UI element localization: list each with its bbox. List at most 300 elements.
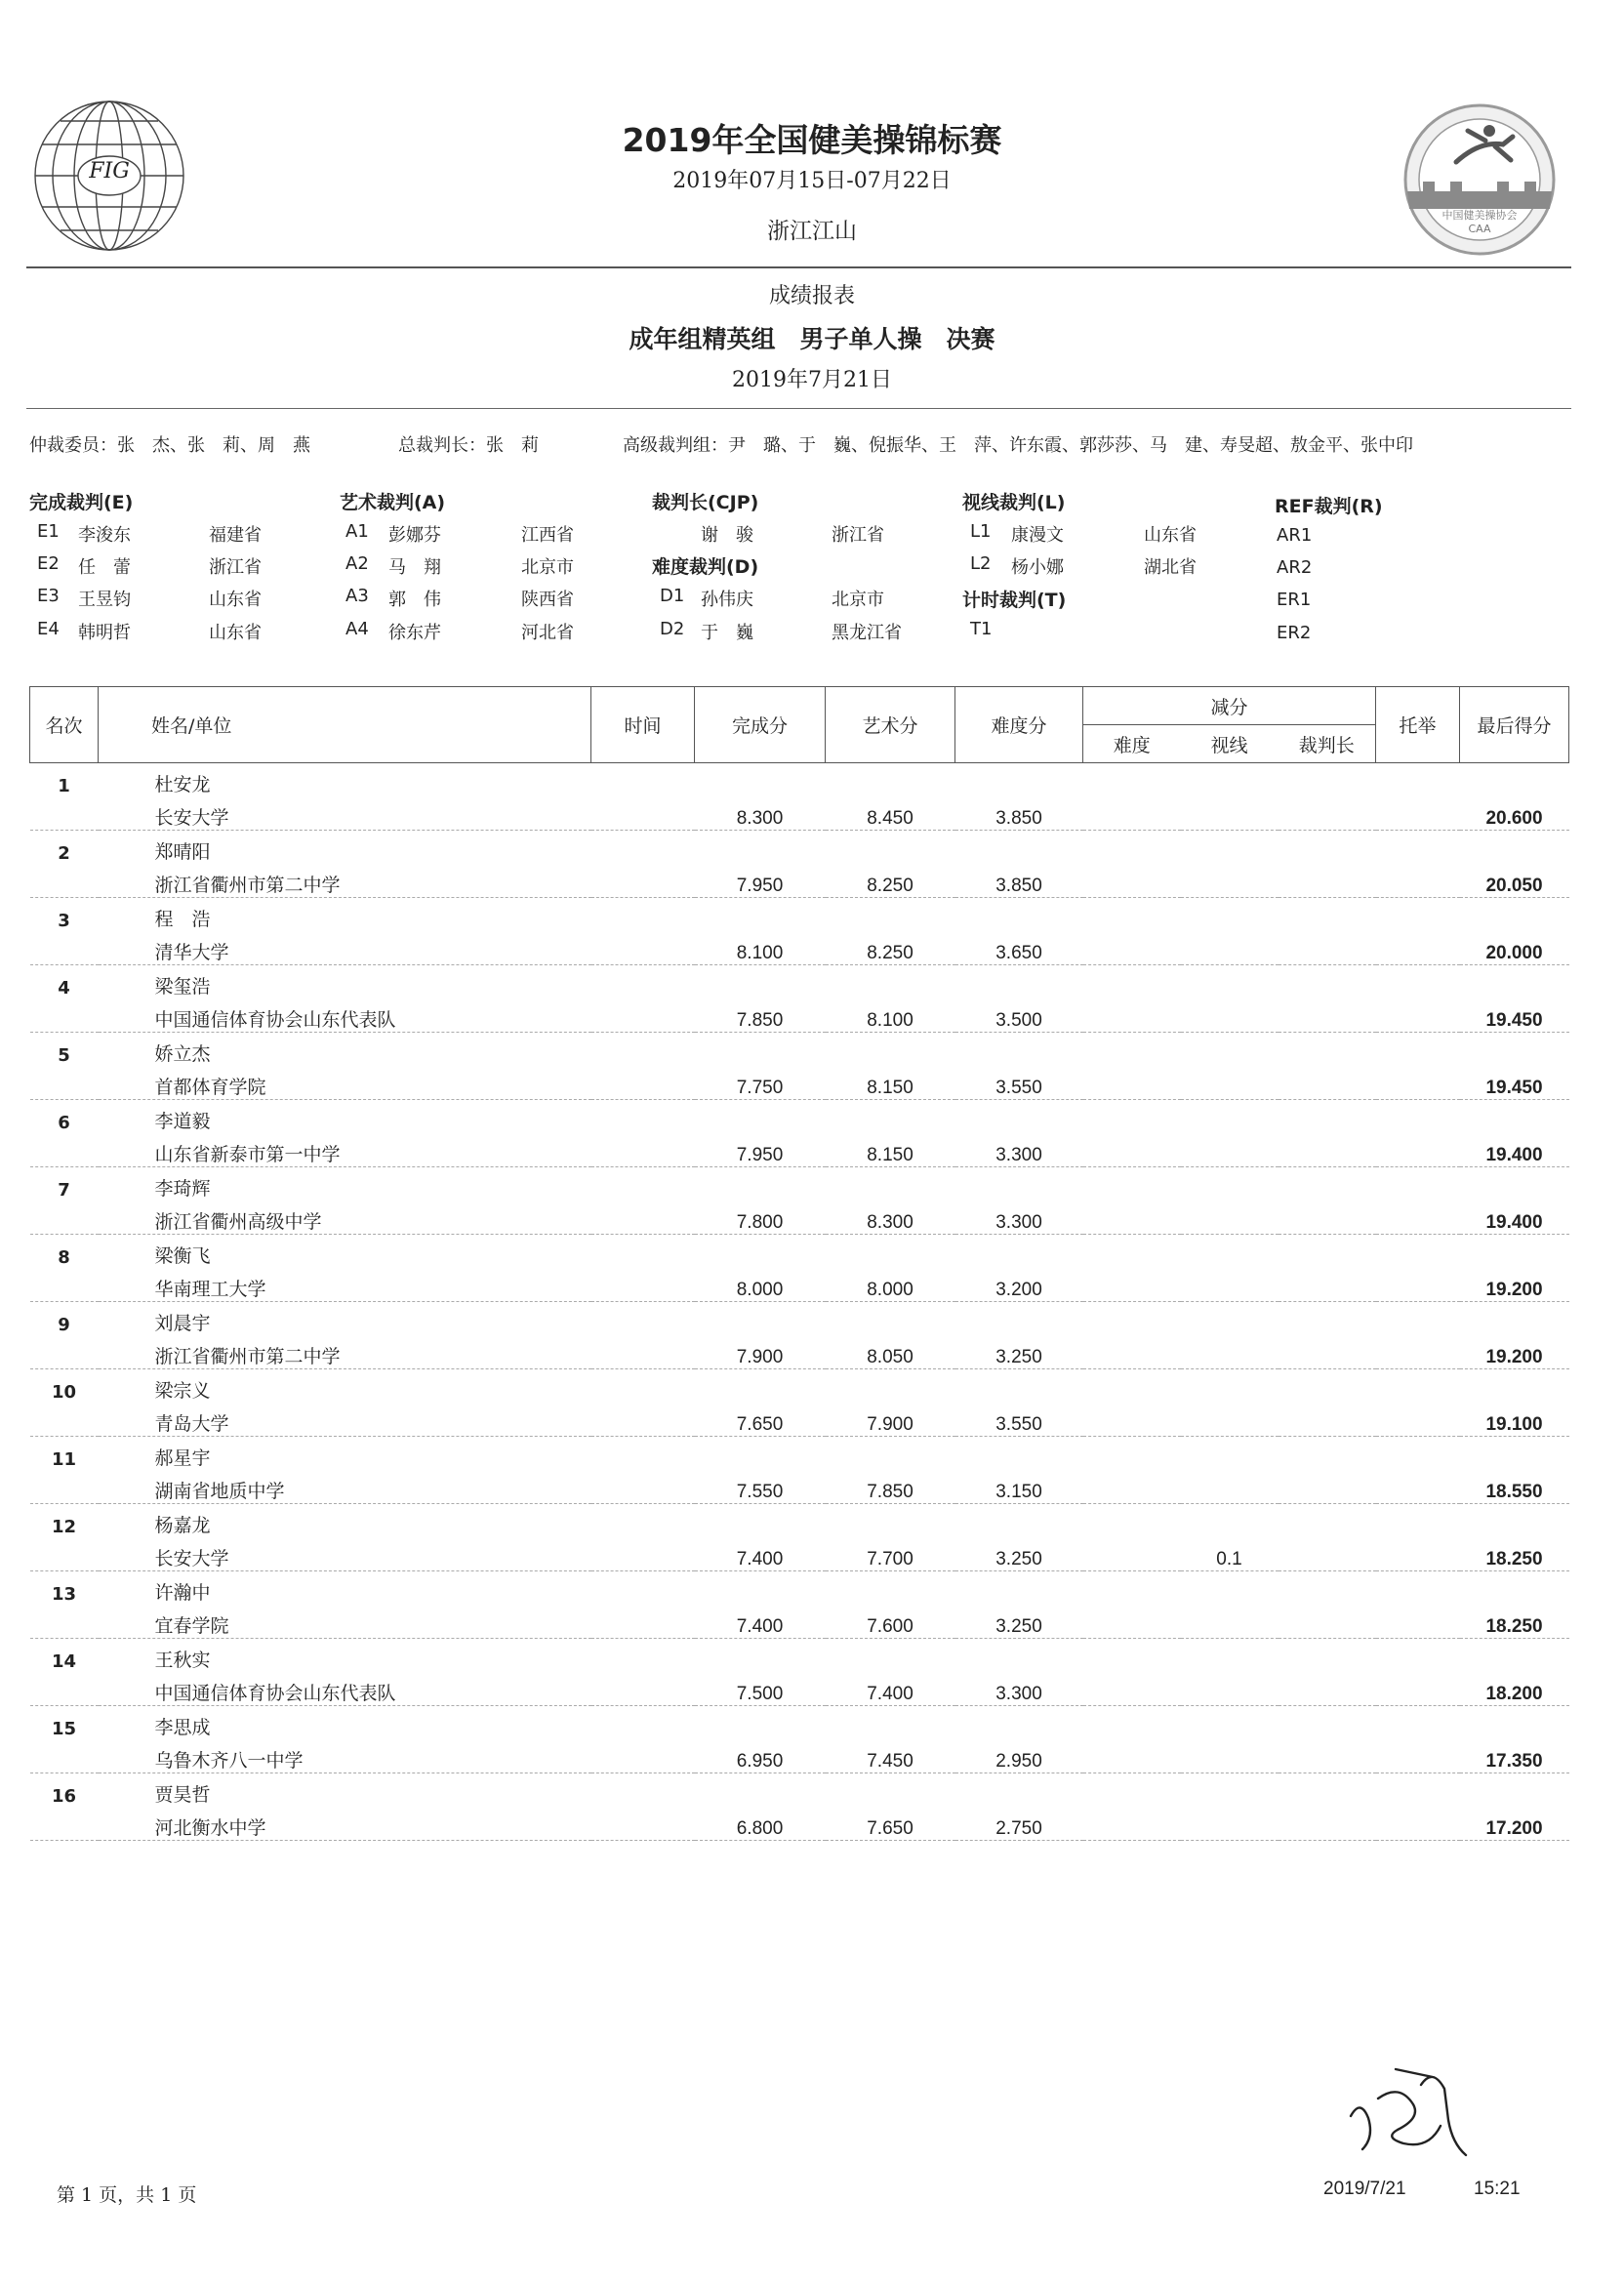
- judge-province: 北京市: [521, 557, 574, 578]
- athlete-unit: 清华大学: [99, 931, 591, 965]
- lift-cell: [1376, 1133, 1460, 1167]
- senior-judges: 高级裁判组：尹 璐、于 巍、倪振华、王 萍、许东霞、郭莎莎、马 建、寿旻超、敖金平、张中印: [623, 435, 1413, 456]
- diff-score: 3.300: [955, 1672, 1083, 1706]
- ded-line-cell: [1181, 1605, 1279, 1639]
- ded-line-cell: [1181, 1739, 1279, 1773]
- athlete-name: 梁衡飞: [154, 1245, 211, 1267]
- page-number: 第 1 页，共 1 页: [57, 2184, 197, 2206]
- judge-province: 浙江省: [209, 557, 262, 578]
- exec-score: 7.550: [695, 1470, 826, 1504]
- ded-diff-cell: [1083, 1066, 1181, 1100]
- result-row-scores: [30, 1133, 1569, 1167]
- art-score: 7.900: [826, 1403, 955, 1437]
- lift-cell: [1376, 864, 1460, 898]
- art-score: 7.450: [826, 1739, 955, 1773]
- time-cell: [591, 1605, 695, 1639]
- col-ded-cjp: 裁判长: [1279, 725, 1376, 763]
- execution-panel-header: 完成裁判(E): [29, 492, 134, 513]
- art-score: 7.850: [826, 1470, 955, 1504]
- rank-cell: 11: [51, 1449, 77, 1470]
- rank-cell: 1: [58, 776, 70, 796]
- art-score: 8.050: [826, 1335, 955, 1369]
- rank-cell: 3: [58, 911, 70, 931]
- print-date: 2019/7/21: [1323, 2179, 1406, 2199]
- judge-code: ER1: [1277, 590, 1312, 610]
- judge-province: 河北省: [521, 623, 574, 643]
- chief-judge: 总裁判长：张 莉: [398, 435, 539, 456]
- ded-cjp-cell: [1279, 931, 1376, 965]
- jury-members: 仲裁委员：张 杰、张 莉、周 燕: [29, 435, 310, 456]
- lift-cell: [1376, 1537, 1460, 1571]
- result-row-scores: [30, 1605, 1569, 1639]
- exec-score: 7.400: [695, 1537, 826, 1571]
- diff-score: 3.250: [955, 1537, 1083, 1571]
- final-score: 19.450: [1460, 998, 1569, 1033]
- judge-province: 山东省: [209, 623, 262, 643]
- report-date: 2019年7月21日: [732, 368, 892, 392]
- time-cell: [591, 1201, 695, 1235]
- ded-diff-cell: [1083, 1268, 1181, 1302]
- judge-province: 山东省: [1144, 525, 1197, 546]
- result-row-name: [30, 898, 1569, 932]
- diff-score: 3.850: [955, 796, 1083, 831]
- athlete-name: 李琦辉: [154, 1178, 211, 1200]
- diff-score: 3.650: [955, 931, 1083, 965]
- judge-code: AR1: [1277, 525, 1313, 546]
- ded-diff-cell: [1083, 796, 1181, 831]
- col-deduct: 减分: [1083, 687, 1376, 725]
- athlete-unit: 长安大学: [99, 1537, 591, 1571]
- judge-name: 杨小娜: [1011, 557, 1064, 578]
- lift-cell: [1376, 1470, 1460, 1504]
- result-row-name: [30, 1504, 1569, 1538]
- exec-score: 7.750: [695, 1066, 826, 1100]
- final-score: 17.200: [1460, 1807, 1569, 1841]
- result-row-scores: [30, 1672, 1569, 1706]
- diff-score: 3.200: [955, 1268, 1083, 1302]
- diff-score: 3.550: [955, 1066, 1083, 1100]
- result-row-name: [30, 763, 1569, 797]
- lift-cell: [1376, 1672, 1460, 1706]
- result-row-scores: [30, 1268, 1569, 1302]
- judge-code: E3: [37, 586, 60, 606]
- ded-diff-cell: [1083, 1133, 1181, 1167]
- ded-diff-cell: [1083, 1201, 1181, 1235]
- rank-cell: 6: [58, 1113, 70, 1133]
- ded-line-cell: [1181, 864, 1279, 898]
- final-score: 18.250: [1460, 1605, 1569, 1639]
- result-row-scores: [30, 998, 1569, 1033]
- col-final: 最后得分: [1460, 687, 1569, 763]
- lift-cell: [1376, 1807, 1460, 1841]
- ded-diff-cell: [1083, 1605, 1181, 1639]
- ded-cjp-cell: [1279, 1537, 1376, 1571]
- athlete-unit: 浙江省衢州市第二中学: [99, 1335, 591, 1369]
- diff-score: 2.950: [955, 1739, 1083, 1773]
- ded-cjp-cell: [1279, 1605, 1376, 1639]
- art-score: 8.250: [826, 931, 955, 965]
- exec-score: 7.400: [695, 1605, 826, 1639]
- exec-score: 7.900: [695, 1335, 826, 1369]
- judge-province: 江西省: [521, 525, 574, 546]
- ded-line-cell: 0.1: [1181, 1537, 1279, 1571]
- rank-cell: 5: [58, 1045, 70, 1066]
- result-row-name: [30, 1033, 1569, 1067]
- judge-province: 陕西省: [521, 590, 574, 610]
- rank-cell: 13: [51, 1584, 77, 1605]
- athlete-name: 刘晨宇: [154, 1313, 211, 1334]
- lift-cell: [1376, 1605, 1460, 1639]
- artistic-panel-header: 艺术裁判(A): [340, 492, 446, 513]
- col-exec: 完成分: [695, 687, 826, 763]
- section-divider: [26, 408, 1571, 409]
- caa-logo-text: 中国健美操协会: [1441, 209, 1518, 222]
- ded-cjp-cell: [1279, 1672, 1376, 1706]
- col-diff: 难度分: [955, 687, 1083, 763]
- judge-code: A3: [345, 586, 369, 606]
- athlete-name: 李思成: [154, 1717, 211, 1738]
- ded-line-cell: [1181, 931, 1279, 965]
- time-cell: [591, 864, 695, 898]
- result-row-scores: [30, 1807, 1569, 1841]
- final-score: 19.400: [1460, 1201, 1569, 1235]
- result-row-scores: [30, 1066, 1569, 1100]
- art-score: 8.450: [826, 796, 955, 831]
- judge-code: T1: [970, 619, 993, 639]
- athlete-name: 王秋实: [154, 1650, 211, 1671]
- result-row-name: [30, 1100, 1569, 1134]
- time-cell: [591, 1672, 695, 1706]
- ded-line-cell: [1181, 1335, 1279, 1369]
- final-score: 19.200: [1460, 1335, 1569, 1369]
- art-score: 7.650: [826, 1807, 955, 1841]
- ded-cjp-cell: [1279, 796, 1376, 831]
- exec-score: 6.950: [695, 1739, 826, 1773]
- judge-province: 湖北省: [1144, 557, 1197, 578]
- athlete-name: 程 浩: [154, 909, 211, 930]
- ded-line-cell: [1181, 1201, 1279, 1235]
- judge-code: A1: [345, 521, 369, 542]
- exec-score: 6.800: [695, 1807, 826, 1841]
- print-time: 15:21: [1474, 2179, 1521, 2199]
- art-score: 7.400: [826, 1672, 955, 1706]
- ded-line-cell: [1181, 1066, 1279, 1100]
- art-score: 7.700: [826, 1537, 955, 1571]
- art-score: 7.600: [826, 1605, 955, 1639]
- ded-cjp-cell: [1279, 1268, 1376, 1302]
- athlete-name: 杜安龙: [154, 774, 211, 795]
- rank-cell: 10: [51, 1382, 77, 1403]
- result-row-name: [30, 1706, 1569, 1740]
- athlete-name: 郝星宇: [154, 1447, 211, 1469]
- judge-code: L2: [970, 553, 992, 574]
- time-cell: [591, 1133, 695, 1167]
- judge-name: 谢 骏: [701, 525, 753, 546]
- ded-cjp-cell: [1279, 1335, 1376, 1369]
- result-row-scores: [30, 864, 1569, 898]
- rank-cell: 15: [51, 1719, 77, 1739]
- time-panel-header: 计时裁判(T): [962, 590, 1067, 611]
- judge-name: 韩明哲: [78, 623, 131, 643]
- ded-diff-cell: [1083, 1807, 1181, 1841]
- athlete-name: 李道毅: [154, 1111, 211, 1132]
- ded-line-cell: [1181, 796, 1279, 831]
- time-cell: [591, 998, 695, 1033]
- diff-score: 3.300: [955, 1133, 1083, 1167]
- judge-province: 山东省: [209, 590, 262, 610]
- time-cell: [591, 1470, 695, 1504]
- ded-diff-cell: [1083, 1470, 1181, 1504]
- athlete-unit: 青岛大学: [99, 1403, 591, 1437]
- rank-cell: 9: [58, 1315, 70, 1335]
- signature: [1339, 2048, 1476, 2163]
- exec-score: 7.850: [695, 998, 826, 1033]
- art-score: 8.000: [826, 1268, 955, 1302]
- ded-line-cell: [1181, 998, 1279, 1033]
- athlete-unit: 中国通信体育协会山东代表队: [99, 998, 591, 1033]
- result-row-scores: [30, 1739, 1569, 1773]
- athlete-name: 贾昊哲: [154, 1784, 211, 1806]
- athlete-unit: 乌鲁木齐八一中学: [99, 1739, 591, 1773]
- athlete-unit: 浙江省衢州市第二中学: [99, 864, 591, 898]
- exec-score: 7.950: [695, 1133, 826, 1167]
- final-score: 19.200: [1460, 1268, 1569, 1302]
- ded-cjp-cell: [1279, 1066, 1376, 1100]
- result-row-name: [30, 831, 1569, 865]
- rank-cell: 16: [51, 1786, 77, 1807]
- exec-score: 8.000: [695, 1268, 826, 1302]
- diff-score: 2.750: [955, 1807, 1083, 1841]
- lift-cell: [1376, 931, 1460, 965]
- judge-province: 黑龙江省: [832, 623, 902, 643]
- ded-cjp-cell: [1279, 1739, 1376, 1773]
- result-row-name: [30, 1571, 1569, 1606]
- athlete-unit: 浙江省衢州高级中学: [99, 1201, 591, 1235]
- diff-score: 3.250: [955, 1605, 1083, 1639]
- result-row-scores: [30, 1201, 1569, 1235]
- judge-name: 王昱钧: [78, 590, 131, 610]
- col-art: 艺术分: [826, 687, 955, 763]
- final-score: 19.450: [1460, 1066, 1569, 1100]
- final-score: 19.400: [1460, 1133, 1569, 1167]
- judge-code: D1: [660, 586, 685, 606]
- ded-line-cell: [1181, 1470, 1279, 1504]
- result-row-name: [30, 1302, 1569, 1336]
- judge-name: 任 蕾: [78, 557, 131, 578]
- athlete-name: 许瀚中: [154, 1582, 211, 1604]
- report-category: 成年组精英组 男子单人操 决赛: [629, 325, 995, 353]
- result-row-name: [30, 1639, 1569, 1673]
- line-panel-header: 视线裁判(L): [962, 492, 1066, 513]
- judge-code: E1: [37, 521, 60, 542]
- judge-code: A2: [345, 553, 369, 574]
- event-dates: 2019年07月15日-07月22日: [672, 169, 952, 193]
- time-cell: [591, 796, 695, 831]
- athlete-unit: 宜春学院: [99, 1605, 591, 1639]
- ded-cjp-cell: [1279, 998, 1376, 1033]
- time-cell: [591, 1807, 695, 1841]
- judge-code: ER2: [1277, 623, 1312, 643]
- cjp-panel-header: 裁判长(CJP): [652, 492, 759, 513]
- lift-cell: [1376, 1066, 1460, 1100]
- result-row-scores: [30, 1537, 1569, 1571]
- diff-score: 3.150: [955, 1470, 1083, 1504]
- final-score: 18.550: [1460, 1470, 1569, 1504]
- ded-cjp-cell: [1279, 1133, 1376, 1167]
- exec-score: 7.800: [695, 1201, 826, 1235]
- diff-score: 3.300: [955, 1201, 1083, 1235]
- event-venue: 浙江江山: [767, 219, 857, 244]
- result-row-scores: [30, 931, 1569, 965]
- athlete-unit: 山东省新泰市第一中学: [99, 1133, 591, 1167]
- ded-diff-cell: [1083, 931, 1181, 965]
- rank-cell: 7: [58, 1180, 70, 1201]
- art-score: 8.300: [826, 1201, 955, 1235]
- lift-cell: [1376, 1403, 1460, 1437]
- ded-line-cell: [1181, 1403, 1279, 1437]
- time-cell: [591, 931, 695, 965]
- time-cell: [591, 1066, 695, 1100]
- judge-code: E4: [37, 619, 60, 639]
- judge-province: 浙江省: [832, 525, 884, 546]
- athlete-name: 杨嘉龙: [154, 1515, 211, 1536]
- page-title: 2019年全国健美操锦标赛: [622, 121, 1002, 159]
- rank-cell: 2: [58, 843, 70, 864]
- judge-name: 马 翔: [388, 557, 441, 578]
- rank-cell: 8: [58, 1247, 70, 1268]
- judge-code: L1: [970, 521, 992, 542]
- athlete-unit: 中国通信体育协会山东代表队: [99, 1672, 591, 1706]
- judge-name: 于 巍: [701, 623, 753, 643]
- ded-cjp-cell: [1279, 1807, 1376, 1841]
- exec-score: 7.950: [695, 864, 826, 898]
- result-row-name: [30, 1235, 1569, 1269]
- final-score: 20.050: [1460, 864, 1569, 898]
- lift-cell: [1376, 1201, 1460, 1235]
- judge-province: 北京市: [832, 590, 884, 610]
- judge-name: 康漫文: [1011, 525, 1064, 546]
- fig-logo-text: FIG: [89, 159, 130, 183]
- final-score: 19.100: [1460, 1403, 1569, 1437]
- lift-cell: [1376, 1335, 1460, 1369]
- final-score: 20.000: [1460, 931, 1569, 965]
- col-name: 姓名/单位: [99, 687, 591, 763]
- athlete-unit: 湖南省地质中学: [99, 1470, 591, 1504]
- results-table: [29, 686, 1569, 1841]
- col-ded-line: 视线: [1181, 725, 1279, 763]
- lift-cell: [1376, 1268, 1460, 1302]
- time-cell: [591, 1739, 695, 1773]
- ded-diff-cell: [1083, 1672, 1181, 1706]
- difficulty-panel-header: 难度裁判(D): [652, 556, 759, 578]
- time-cell: [591, 1403, 695, 1437]
- art-score: 8.250: [826, 864, 955, 898]
- athlete-unit: 河北衡水中学: [99, 1807, 591, 1841]
- result-row-name: [30, 1369, 1569, 1404]
- rank-cell: 4: [58, 978, 70, 998]
- judge-code: A4: [345, 619, 369, 639]
- col-rank: 名次: [30, 687, 99, 763]
- lift-cell: [1376, 1739, 1460, 1773]
- judge-name: 郭 伟: [388, 590, 441, 610]
- ref-panel-header: REF裁判(R): [1275, 496, 1383, 517]
- results-body: [30, 763, 1569, 1841]
- athlete-unit: 华南理工大学: [99, 1268, 591, 1302]
- result-row-scores: [30, 1470, 1569, 1504]
- art-score: 8.150: [826, 1066, 955, 1100]
- exec-score: 7.650: [695, 1403, 826, 1437]
- ded-diff-cell: [1083, 1335, 1181, 1369]
- ded-diff-cell: [1083, 998, 1181, 1033]
- result-row-scores: [30, 796, 1569, 831]
- diff-score: 3.500: [955, 998, 1083, 1033]
- athlete-unit: 首都体育学院: [99, 1066, 591, 1100]
- ded-cjp-cell: [1279, 864, 1376, 898]
- judge-code: E2: [37, 553, 60, 574]
- col-ded-diff: 难度: [1083, 725, 1181, 763]
- diff-score: 3.850: [955, 864, 1083, 898]
- ded-diff-cell: [1083, 864, 1181, 898]
- ded-diff-cell: [1083, 1739, 1181, 1773]
- exec-score: 7.500: [695, 1672, 826, 1706]
- judge-name: 李浚东: [78, 525, 131, 546]
- result-row-name: [30, 965, 1569, 999]
- athlete-unit: 长安大学: [99, 796, 591, 831]
- ded-diff-cell: [1083, 1403, 1181, 1437]
- ded-cjp-cell: [1279, 1470, 1376, 1504]
- ded-line-cell: [1181, 1133, 1279, 1167]
- time-cell: [591, 1335, 695, 1369]
- report-title: 成绩报表: [768, 284, 855, 308]
- result-row-scores: [30, 1335, 1569, 1369]
- time-cell: [591, 1268, 695, 1302]
- caa-logo-abbr: CAA: [1468, 223, 1491, 235]
- judge-code: AR2: [1277, 557, 1313, 578]
- rank-cell: 14: [51, 1651, 77, 1672]
- rank-cell: 12: [51, 1517, 77, 1537]
- judge-province: 福建省: [209, 525, 262, 546]
- final-score: 20.600: [1460, 796, 1569, 831]
- ded-line-cell: [1181, 1807, 1279, 1841]
- col-lift: 托举: [1376, 687, 1460, 763]
- exec-score: 8.100: [695, 931, 826, 965]
- diff-score: 3.550: [955, 1403, 1083, 1437]
- exec-score: 8.300: [695, 796, 826, 831]
- lift-cell: [1376, 998, 1460, 1033]
- athlete-name: 梁玺浩: [154, 976, 211, 998]
- result-row-scores: [30, 1403, 1569, 1437]
- result-row-name: [30, 1167, 1569, 1202]
- judge-name: 彭娜芬: [388, 525, 441, 546]
- final-score: 18.250: [1460, 1537, 1569, 1571]
- art-score: 8.100: [826, 998, 955, 1033]
- time-cell: [591, 1537, 695, 1571]
- ded-cjp-cell: [1279, 1403, 1376, 1437]
- athlete-name: 娇立杰: [154, 1043, 211, 1065]
- lift-cell: [1376, 796, 1460, 831]
- judge-name: 徐东芹: [388, 623, 441, 643]
- final-score: 18.200: [1460, 1672, 1569, 1706]
- art-score: 8.150: [826, 1133, 955, 1167]
- final-score: 17.350: [1460, 1739, 1569, 1773]
- judge-code: D2: [660, 619, 685, 639]
- col-time: 时间: [591, 687, 695, 763]
- ded-line-cell: [1181, 1672, 1279, 1706]
- header-divider: [26, 266, 1571, 268]
- result-row-name: [30, 1773, 1569, 1808]
- result-row-name: [30, 1437, 1569, 1471]
- judge-name: 孙伟庆: [701, 590, 753, 610]
